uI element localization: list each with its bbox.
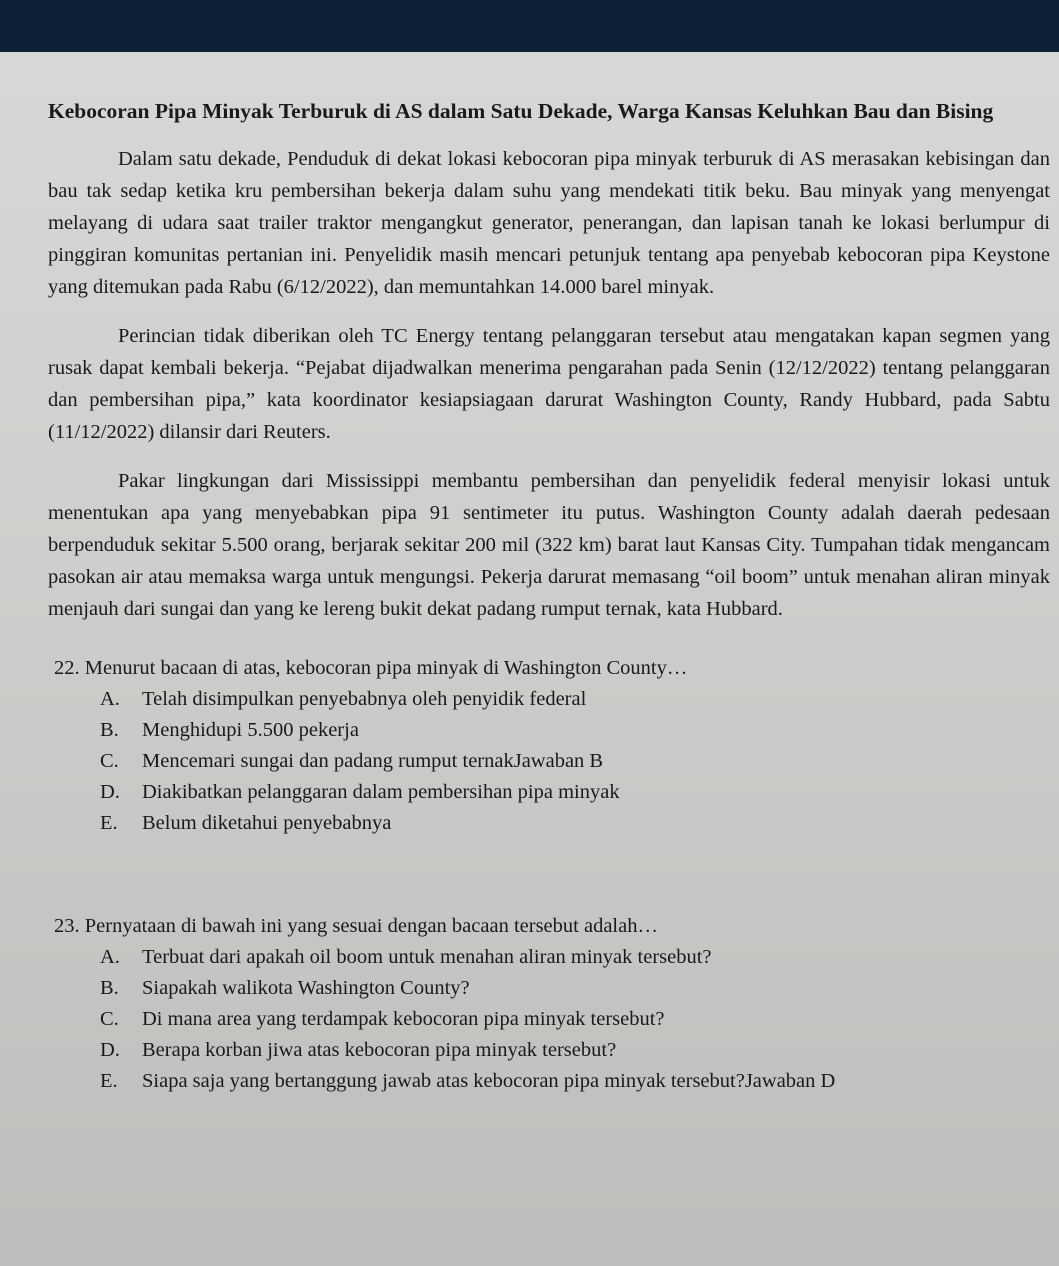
option-b: B. Siapakah walikota Washington County? [100,977,470,999]
option-d: D. Diakibatkan pelanggaran dalam pembersihan pipa minyak [100,781,620,803]
option-a: A. Telah disimpulkan penyebabnya oleh penyidik federal [100,688,587,710]
paragraph-1: Dalam satu dekade, Penduduk di dekat lokasi kebocoran pipa minyak terburuk di AS merasakan kebisingan dan bau tak sedap ketika kru pembersihan bekerja dalam suhu yang mendekati titik beku. Bau minyak yang menyengat melayang di udara saat trailer traktor mengangkut generator, penerangan, dan lapisan tanah ke lokasi berlumpur di pinggiran komunitas pertanian ini. Penyelidik masih mencari petunjuk tentang apa penyebab kebocoran pipa Keystone yang ditemukan pada Rabu (6/12/2022), dan memuntahkan 14.000 barel minyak. [48,148,1050,298]
option-e: E. Siapa saja yang bertanggung jawab atas kebocoran pipa minyak tersebut?Jawaban D [100,1070,836,1092]
question-22 [48,653,1050,839]
screen-top-bezel [0,0,1059,52]
option-list [48,684,1050,839]
option-b: B. Menghidupi 5.500 pekerja [100,719,359,741]
question-23 [48,911,1050,1097]
option-c: C. Mencemari sungai dan padang rumput ternakJawaban B [100,750,604,772]
document-page [48,96,1050,1097]
option-list [48,942,1050,1097]
option-c: C. Di mana area yang terdampak kebocoran pipa minyak tersebut? [100,1008,665,1030]
question-stem: 23. Pernyataan di bawah ini yang sesuai dengan bacaan tersebut adalah… [54,915,658,937]
article-title: Kebocoran Pipa Minyak Terburuk di AS dalam Satu Dekade, Warga Kansas Keluhkan Bau dan Bising [48,99,994,123]
paragraph-2: Perincian tidak diberikan oleh TC Energy tentang pelanggaran tersebut atau mengatakan kapan segmen yang rusak dapat kembali bekerja. “Pejabat dijadwalkan menerima pengarahan pada Senin (12/12/2022) tentang pelanggaran dan pembersihan pipa,” kata koordinator kesiapsiagaan darurat Washington County, Randy Hubbard, pada Sabtu (11/12/2022) dilansir dari Reuters. [48,325,1050,443]
paragraph-3: Pakar lingkungan dari Mississippi membantu pembersihan dan penyelidik federal menyisir lokasi untuk menentukan apa yang menyebabkan pipa 91 sentimeter itu putus. Washington County adalah daerah pedesaan berpenduduk sekitar 5.500 orang, berjarak sekitar 200 mil (322 km) barat laut Kansas City. Tumpahan tidak mengancam pasokan air atau memaksa warga untuk mengungsi. Pekerja darurat memasang “oil boom” untuk menahan aliran minyak menjauh dari sungai dan yang ke lereng bukit dekat padang rumput ternak, kata Hubbard. [48,470,1050,620]
option-e: E. Belum diketahui penyebabnya [100,812,392,834]
option-a: A. Terbuat dari apakah oil boom untuk menahan aliran minyak tersebut? [100,946,712,968]
question-stem: 22. Menurut bacaan di atas, kebocoran pipa minyak di Washington County… [54,657,688,679]
option-d: D. Berapa korban jiwa atas kebocoran pipa minyak tersebut? [100,1039,617,1061]
